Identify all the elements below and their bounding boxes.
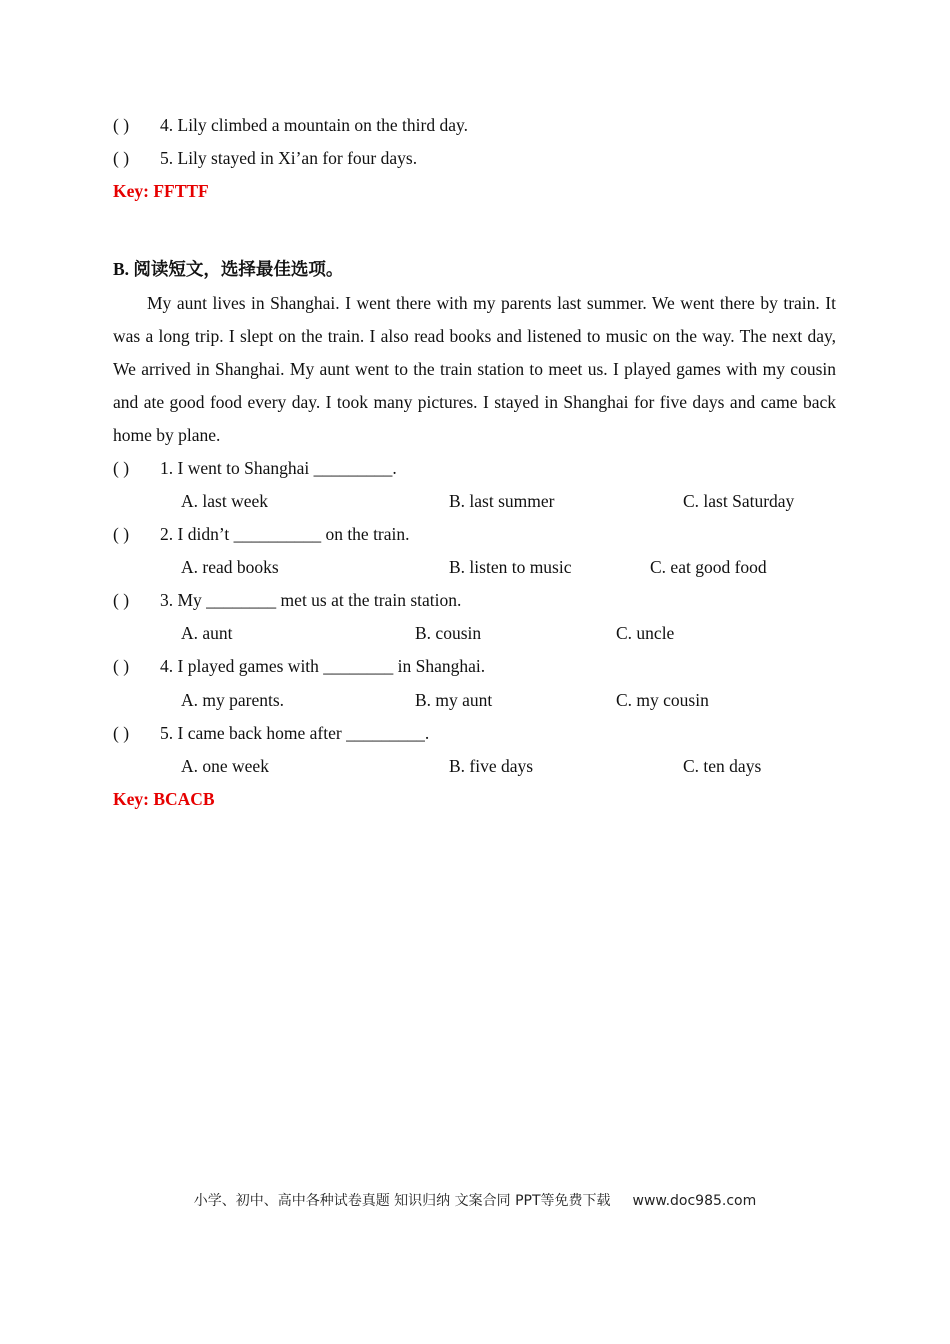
question-text: 4. Lily climbed a mountain on the third day. — [160, 115, 468, 135]
page-footer — [0, 1190, 950, 1212]
option-a: A. my parents. — [181, 690, 285, 710]
question-stem: 4. I played games with ________ in Shanghai. — [160, 656, 486, 676]
section-b-title: B. 阅读短文，选择最佳选项。 — [113, 259, 344, 279]
answer-key-b: Key: BCACB — [113, 789, 215, 809]
question-b3 — [113, 589, 461, 611]
question-text: 5. Lily stayed in Xi’an for four days. — [160, 148, 418, 168]
reading-passage — [113, 287, 836, 452]
option-a: A. aunt — [181, 623, 233, 643]
footer-site-link[interactable]: www.doc985.com — [632, 1193, 757, 1209]
answer-blank[interactable]: ( ) — [113, 656, 130, 676]
answer-key-a: Key: FFTTF — [113, 181, 209, 201]
passage-text: My aunt lives in Shanghai. I went there with my parents last summer. We went there by train. It was a long trip. I slept on the train. I also read books and listened to music on the way. The next day, We arrived in Shanghai. My aunt went to the train station to meet us. I played games with my cousin and ate good food every day. I took many pictures. I stayed in Shanghai for five days and came back home by plane. — [113, 293, 836, 445]
question-stem: 2. I didn’t __________ on the train. — [160, 524, 410, 544]
question-a5 — [113, 147, 417, 169]
option-c: C. uncle — [616, 623, 675, 643]
answer-blank[interactable]: ( ) — [113, 115, 130, 135]
answer-blank[interactable]: ( ) — [113, 723, 130, 743]
question-b1 — [113, 457, 397, 479]
question-b5 — [113, 722, 429, 744]
option-b: B. my aunt — [415, 690, 493, 710]
option-a: A. last week — [181, 491, 268, 511]
question-stem: 3. My ________ met us at the train station. — [160, 590, 462, 610]
option-b: B. five days — [449, 756, 534, 776]
answer-blank[interactable]: ( ) — [113, 524, 130, 544]
question-b2 — [113, 523, 410, 545]
question-stem: 1. I went to Shanghai _________. — [160, 458, 397, 478]
footer-text: 小学、初中、高中各种试卷真题 知识归纳 文案合同 PPT等免费下载 — [193, 1193, 611, 1209]
question-a4 — [113, 114, 468, 136]
question-stem: 5. I came back home after _________. — [160, 723, 430, 743]
option-b: B. last summer — [449, 491, 555, 511]
option-c: C. my cousin — [616, 690, 709, 710]
answer-blank[interactable]: ( ) — [113, 148, 130, 168]
option-b: B. cousin — [415, 623, 482, 643]
option-a: A. one week — [181, 756, 269, 776]
answer-blank[interactable]: ( ) — [113, 458, 130, 478]
option-c: C. ten days — [683, 756, 762, 776]
option-c: C. eat good food — [650, 557, 767, 577]
option-c: C. last Saturday — [683, 491, 795, 511]
option-b: B. listen to music — [449, 557, 572, 577]
answer-blank[interactable]: ( ) — [113, 590, 130, 610]
question-b4 — [113, 655, 485, 677]
option-a: A. read books — [181, 557, 279, 577]
